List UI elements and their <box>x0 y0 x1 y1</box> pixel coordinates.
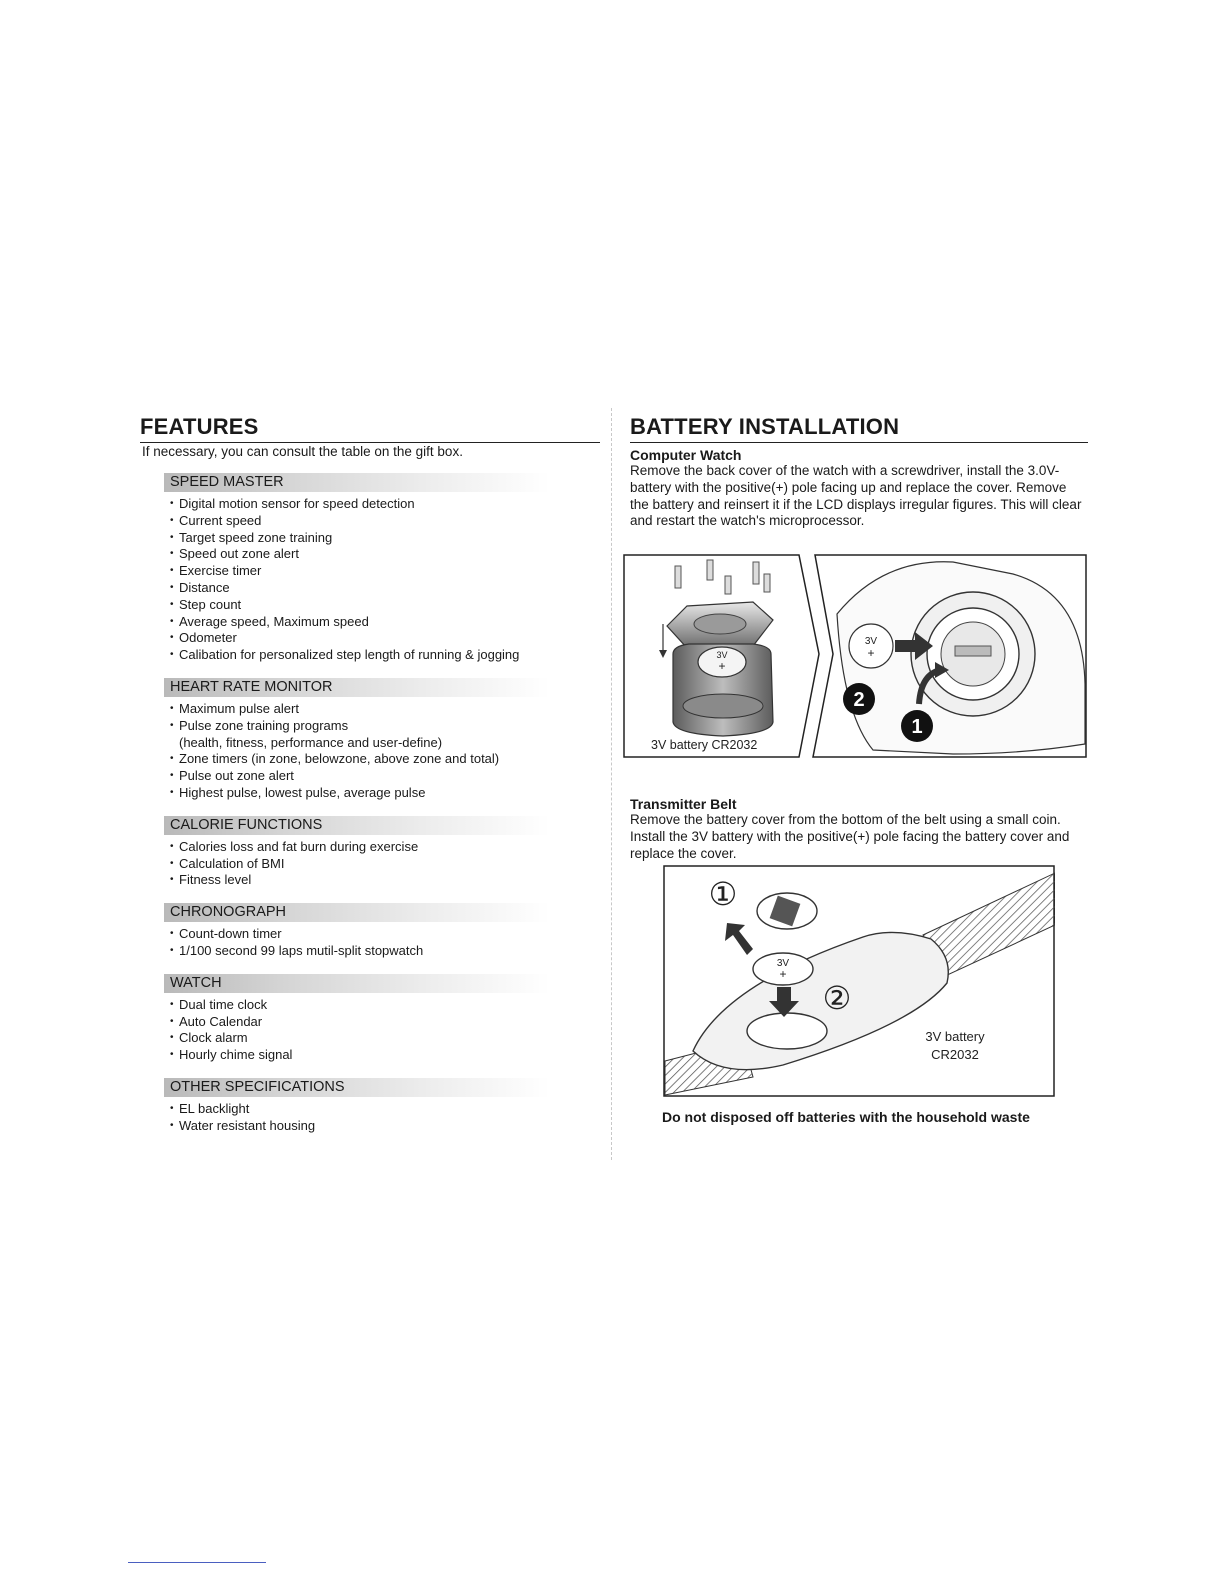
feature-item: • EL backlight <box>170 1101 600 1118</box>
battery-title: BATTERY INSTALLATION <box>630 414 900 439</box>
belt-battery-illustration <box>663 865 1055 1097</box>
feature-list <box>170 1101 600 1135</box>
fig2-battery-label-1: 3V battery <box>925 1029 985 1044</box>
coin3-voltage-label: 3V <box>776 958 790 969</box>
computer-watch-heading: Computer Watch <box>630 447 742 463</box>
column-divider <box>611 408 612 1160</box>
feature-item: • Auto Calendar <box>170 1014 600 1031</box>
step-2-label: 2 <box>853 689 865 711</box>
feature-item: • Step count <box>170 597 600 614</box>
section-heading: WATCH <box>164 974 550 993</box>
feature-item: • Maximum pulse alert <box>170 701 600 718</box>
transmitter-belt-text: Remove the battery cover from the bottom of the belt using a small coin. Install the 3V battery with the positive(+) pole facing the battery cover and replace the cover. <box>630 812 1070 861</box>
battery-rule <box>630 442 1088 443</box>
battery-clip <box>955 646 991 656</box>
computer-watch-text: Remove the back cover of the watch with a screwdriver, install the 3.0V-battery with the positive(+) pole facing up and replace the cover. Remove the battery and reinsert it if the LCD displays irregular figures. This will clear and restart the watch's microprocessor. <box>630 463 1082 529</box>
footer-link-underline <box>128 1562 266 1563</box>
feature-list <box>170 926 600 960</box>
features-intro: If necessary, you can consult the table on the gift box. <box>142 444 463 459</box>
features-section <box>164 974 600 1064</box>
section-heading: CALORIE FUNCTIONS <box>164 816 550 835</box>
features-column <box>140 414 600 1135</box>
feature-item: • Target speed zone training <box>170 530 600 547</box>
fig1-caption: 3V battery CR2032 <box>651 738 758 752</box>
feature-item: • Count-down timer <box>170 926 600 943</box>
feature-item: • Digital motion sensor for speed detection <box>170 496 600 513</box>
fig2-step-2-label: ② <box>822 979 852 1017</box>
feature-item: • Current speed <box>170 513 600 530</box>
section-heading: OTHER SPECIFICATIONS <box>164 1078 550 1097</box>
coin-voltage-label: 3V <box>716 650 728 660</box>
feature-item: • Pulse out zone alert <box>170 768 600 785</box>
feature-list <box>170 701 600 802</box>
disposal-note: Do not disposed off batteries with the household waste <box>662 1109 1030 1125</box>
coin3-plus-label: + <box>779 967 787 981</box>
coin2-voltage-label: 3V <box>864 636 878 647</box>
step-1-label: 1 <box>911 716 923 738</box>
feature-list <box>170 839 600 889</box>
coin2-plus-label: + <box>867 646 875 660</box>
feature-item: • Clock alarm <box>170 1030 600 1047</box>
transmitter-belt-block <box>630 792 1088 862</box>
features-section <box>164 903 600 960</box>
coin-plus-label: + <box>718 659 726 673</box>
feature-item: • Calibation for personalized step length of running & jogging <box>170 647 600 664</box>
feature-item: • Speed out zone alert <box>170 546 600 563</box>
feature-item: • Fitness level <box>170 872 600 889</box>
feature-item: • Water resistant housing <box>170 1118 600 1135</box>
fig2-battery-label-2: CR2032 <box>931 1047 979 1062</box>
battery-column <box>630 414 1088 530</box>
fig2-step-1-label: ① <box>708 875 738 913</box>
feature-item: • Highest pulse, lowest pulse, average pulse <box>170 785 600 802</box>
feature-item: • Hourly chime signal <box>170 1047 600 1064</box>
feature-item: • Odometer <box>170 630 600 647</box>
section-heading: CHRONOGRAPH <box>164 903 550 922</box>
features-rule <box>140 442 600 443</box>
transmitter-belt-heading: Transmitter Belt <box>630 796 737 812</box>
features-section <box>164 1078 600 1135</box>
feature-item: • Zone timers (in zone, belowzone, above zone and total) <box>170 751 600 768</box>
feature-item: • Calculation of BMI <box>170 856 600 873</box>
battery-compartment <box>747 1013 827 1049</box>
feature-list <box>170 496 600 664</box>
feature-list <box>170 997 600 1064</box>
feature-item: • Exercise timer <box>170 563 600 580</box>
feature-item: • Average speed, Maximum speed <box>170 614 600 631</box>
feature-item-continuation: (health, fitness, performance and user-define) <box>179 734 443 750</box>
feature-item: • Pulse zone training programs <box>170 718 600 735</box>
feature-item: • Dual time clock <box>170 997 600 1014</box>
feature-item: • 1/100 second 99 laps mutil-split stopwatch <box>170 943 600 960</box>
features-section <box>164 678 600 802</box>
section-heading: HEART RATE MONITOR <box>164 678 550 697</box>
features-section <box>164 816 600 889</box>
features-section <box>164 473 600 664</box>
features-title: FEATURES <box>140 414 259 439</box>
section-heading: SPEED MASTER <box>164 473 550 492</box>
feature-item: • Distance <box>170 580 600 597</box>
case-cavity <box>683 694 763 718</box>
watch-battery-illustration <box>623 554 1087 758</box>
back-cover-center <box>694 614 746 634</box>
feature-item: • Calories loss and fat burn during exercise <box>170 839 600 856</box>
